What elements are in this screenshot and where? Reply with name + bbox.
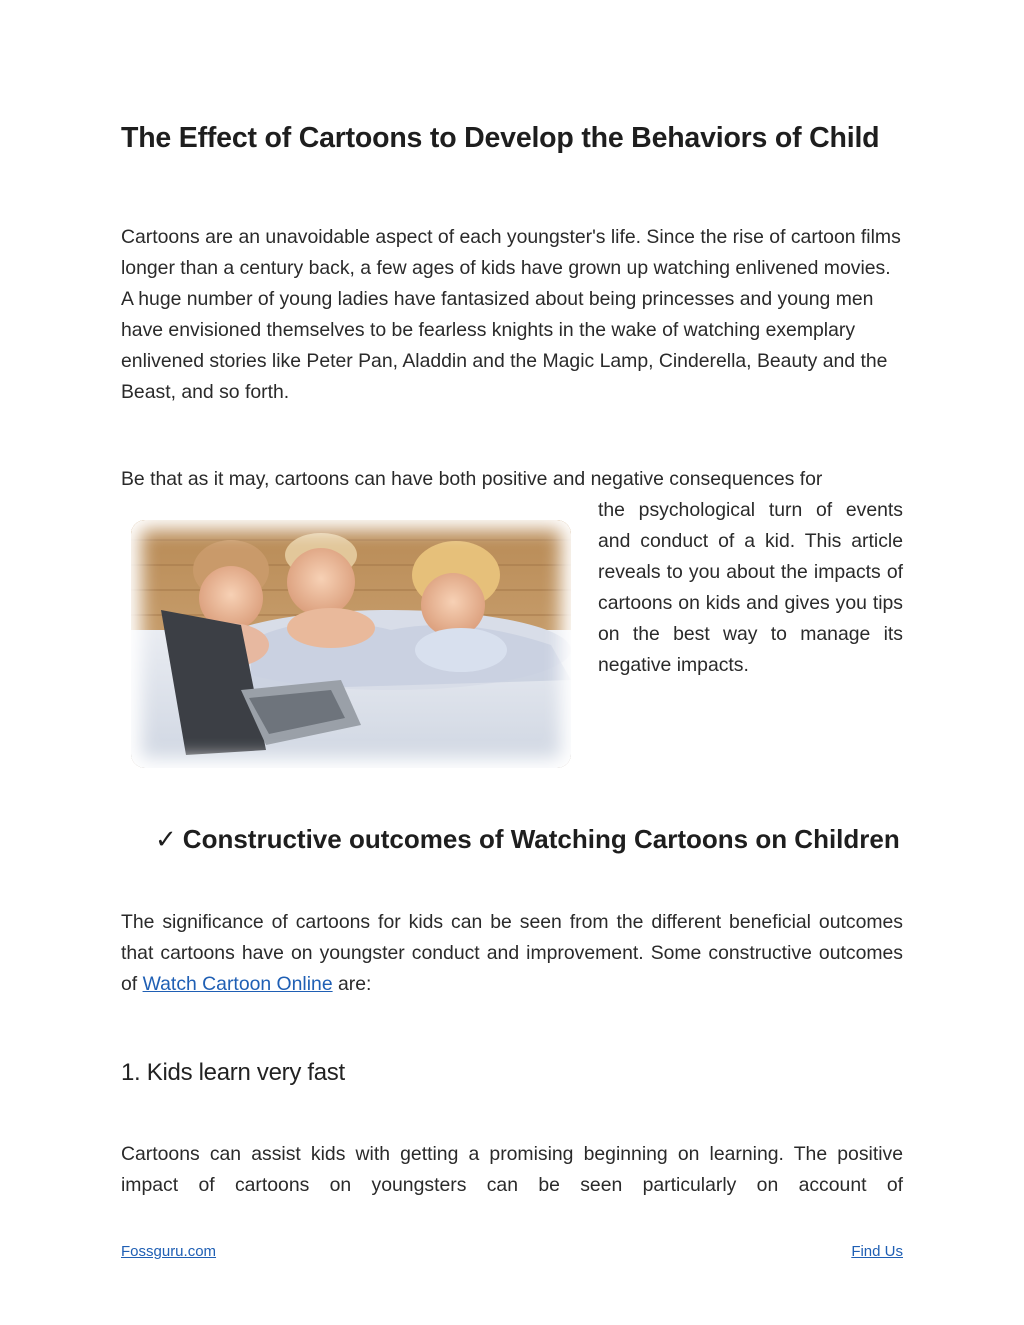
kids-learn-paragraph: Cartoons can assist kids with getting a promising beginning on learning. The positive impact of cartoons on youngsters can be seen particularly on account of (121, 1143, 903, 1196)
intro-paragraph: Cartoons are an unavoidable aspect of each youngster's life. Since the rise of cartoon films longer than a century back, a few ages of kids have grown up watching enlivened movies. A huge number of young ladies have fantasized about being princesses and young men have envisioned themselves to be fearless knights in the wake of watching exemplary enlivened stories like Peter Pan, Aladdin and the Magic Lamp, Cinderella, Beauty and the Beast, and so forth. (121, 226, 901, 403)
article-title: The Effect of Cartoons to Develop the Behaviors of Child (121, 122, 880, 154)
section-heading (155, 824, 900, 855)
paragraph-two-wrapped-text: the psychological turn of events and conduct of a kid. This article reveals to you about the impacts of cartoons on kids and gives you tips on the best way to manage its negative impacts. (598, 499, 903, 676)
footer-fossguru-link[interactable]: Fossguru.com (121, 1243, 217, 1260)
watch-cartoon-online-link[interactable]: Watch Cartoon Online (142, 973, 333, 995)
paragraph-text-after-link: are: (332, 973, 372, 995)
section-heading-text: Constructive outcomes of Watching Cartoons on Children (182, 824, 900, 854)
footer-find-us-link[interactable]: Find Us (851, 1243, 903, 1260)
paragraph-two-first-line: Be that as it may, cartoons can have both positive and negative consequences for (121, 468, 823, 490)
subheading-kids-learn: 1. Kids learn very fast (121, 1059, 345, 1086)
constructive-outcomes-paragraph (121, 907, 903, 1000)
children-watching-laptop-photo (131, 520, 571, 768)
paragraph-text-before-link: The significance of cartoons for kids can be seen from the different beneficial outcomes that cartoons have on youngster conduct and improvement. Some constructive outcomes of (121, 911, 903, 995)
checkmark-icon: ✓ (155, 824, 177, 854)
